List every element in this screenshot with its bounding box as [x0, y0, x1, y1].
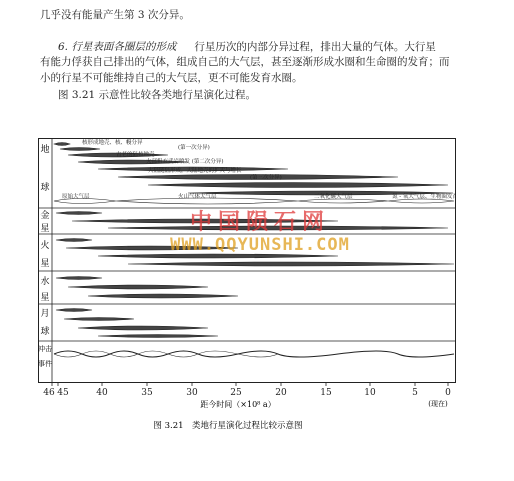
mercury-bands — [56, 277, 238, 299]
moon-bands — [56, 309, 218, 338]
figure-caption: 图 3.21 类地行星演化过程比较示意图 — [153, 421, 303, 431]
earth-label: 核形成地壳、核、幔分异 — [82, 140, 143, 146]
x-tick-label: 5 — [412, 388, 418, 398]
planet-label-mercury-2: 星 — [40, 293, 50, 303]
planet-label-moon-2: 球 — [40, 327, 50, 337]
impact-curve — [54, 351, 454, 357]
paragraph-line-1: 几乎没有能量产生第 3 次分异。 — [40, 9, 190, 21]
planet-label-earth: 地 — [40, 145, 50, 155]
earth-bands — [54, 143, 453, 196]
planet-label-moon: 月 — [40, 309, 50, 319]
planet-label-mercury: 水 — [40, 277, 50, 287]
site-watermark — [140, 211, 380, 255]
planet-label-impact-2: 事件 — [38, 360, 52, 368]
x-tick-label: 10 — [364, 388, 376, 398]
x-axis-title: 距今时间（×10⁸ a） — [200, 400, 276, 409]
x-tick-label: 15 — [320, 388, 332, 398]
x-tick-label: 0 — [445, 388, 451, 398]
earth-label: 大部粗玄武岩喷发 (第二次分异) — [146, 159, 224, 165]
figure-svg — [38, 138, 456, 438]
paragraph-text: 行星历次的内部分异过程，排出大量的气体。大行星 — [194, 41, 436, 53]
paragraph-line-5: 图 3.21 示意性比较各类地行星演化过程。 — [58, 89, 257, 101]
planet-label-mars: 火 — [40, 241, 50, 251]
x-tick-label: 30 — [186, 388, 198, 398]
paragraph-line-4: 小的行星不可能维持自己的大气层，更不可能发育水圈。 — [40, 72, 303, 84]
paragraph-line-3: 有能力俘获自己排出的气体，组成自己的大气层，甚至逐渐形成水圈和生命圈的发育；而 — [40, 56, 450, 68]
planet-label-earth-2: 球 — [40, 183, 50, 193]
earth-label: 火山气体大气层 — [178, 194, 217, 200]
x-axis-now-label: (现在) — [428, 400, 448, 408]
earth-label: 大陆随陆形成，大陆地壳的扩大与增长 — [148, 168, 242, 174]
planet-label-mars-2: 星 — [40, 259, 50, 269]
earth-label: (第三次分异) — [250, 175, 282, 181]
section-heading: 6. 行星表面各圈层的形成 — [58, 41, 177, 53]
earth-label: (第一次分异) — [178, 145, 210, 151]
x-tick-label: 35 — [141, 388, 153, 398]
planet-label-venus-2: 星 — [40, 224, 50, 234]
x-tick-label: 20 — [275, 388, 287, 398]
watermark-title: 中国陨石网 — [189, 210, 330, 235]
planet-label-impact: 冲击 — [38, 345, 52, 353]
x-axis-tick-labels — [43, 388, 451, 398]
x-tick-label: 40 — [96, 388, 108, 398]
earth-label: 氮 - 氧大气层、生物圈发育 — [392, 194, 456, 200]
evolution-figure — [38, 138, 456, 438]
x-tick-label: 45 — [57, 388, 69, 398]
earth-label: 原始大气层 — [62, 194, 90, 200]
x-tick-label: 46 — [43, 388, 55, 398]
watermark-url: WWW.QQYUNSHI.COM — [170, 235, 350, 255]
x-tick-label: 25 — [230, 388, 242, 398]
earth-label: 古老的陆核地壳 — [116, 152, 155, 158]
paragraph-line-2 — [58, 40, 436, 54]
planet-label-venus: 金 — [40, 211, 50, 221]
earth-label: 二氧化碳大气层 — [314, 194, 353, 200]
